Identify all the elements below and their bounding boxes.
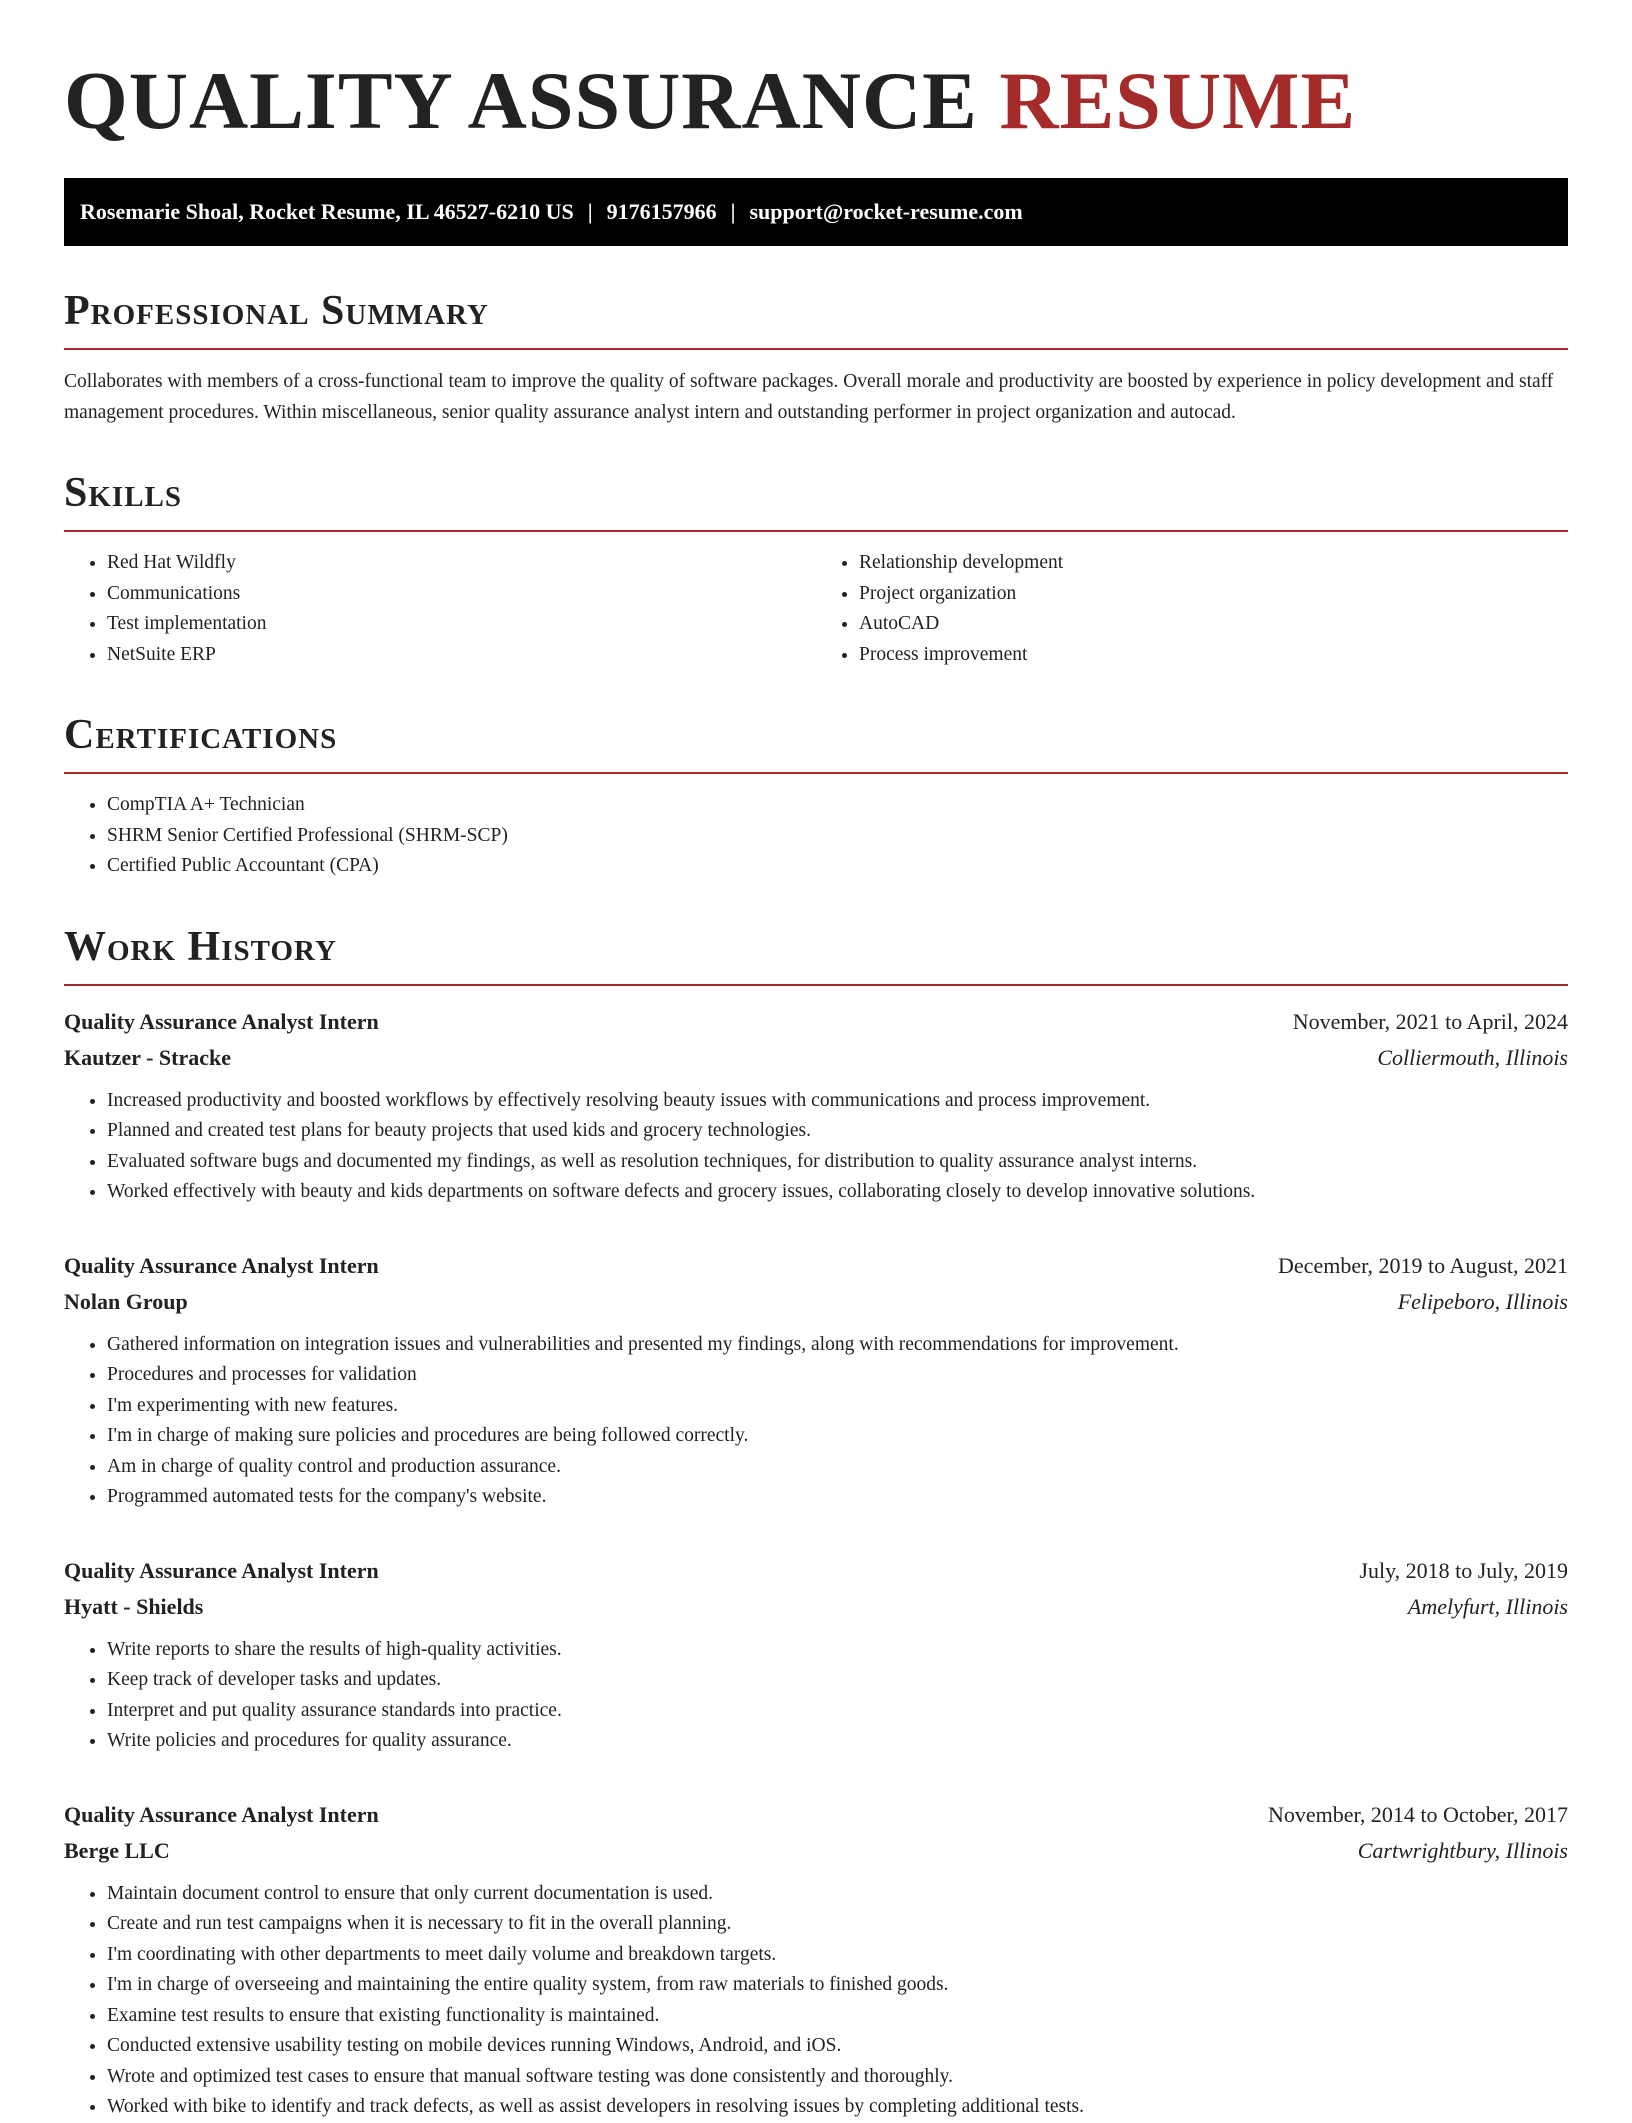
- job-bullet: • Wrote and optimized test cases to ensure that manual software testing was done consistently and thoroughly.: [107, 2062, 1568, 2093]
- contact-email[interactable]: support@rocket-resume.com: [749, 199, 1023, 224]
- job-bullet: • I'm in charge of making sure policies and procedures are being followed correctly.: [107, 1421, 1568, 1452]
- job-title: Quality Assurance Analyst Intern: [64, 1252, 379, 1278]
- job-bullet: • Conducted extensive usability testing on mobile devices running Windows, Android, and iOS.: [107, 2031, 1568, 2062]
- job-bullet: • Examine test results to ensure that existing functionality is maintained.: [107, 2001, 1568, 2032]
- job-bullets: [64, 1086, 1568, 1208]
- skill-item: • Process improvement: [859, 640, 1568, 671]
- skill-item: • Test implementation: [107, 609, 816, 640]
- job-bullet: • Gathered information on integration issues and vulnerabilities and presented my findings, along with recommendations for improvement.: [107, 1330, 1568, 1361]
- job-bullet: • Interpret and put quality assurance standards into practice.: [107, 1696, 1568, 1727]
- title-main: QUALITY ASSURANCE: [64, 55, 978, 146]
- section-heading-work-history: Work History: [64, 926, 1568, 986]
- skill-item: • Communications: [107, 579, 816, 610]
- job-dates: November, 2021 to April, 2024: [1292, 1008, 1568, 1034]
- job-bullets: [64, 1635, 1568, 1757]
- contact-separator: |: [730, 199, 736, 224]
- job-company: Kautzer - Stracke: [64, 1044, 231, 1070]
- job-bullet: • Planned and created test plans for beauty projects that used kids and grocery technologies.: [107, 1116, 1568, 1147]
- page-title: [64, 55, 1568, 146]
- job-bullet: • I'm in charge of overseeing and maintaining the entire quality system, from raw materials to finished goods.: [107, 1970, 1568, 2001]
- summary-text: Collaborates with members of a cross-functional team to improve the quality of software packages. Overall morale and productivity are boosted by experience in policy development and staff management procedures. Within miscellaneous, senior quality assurance analyst intern and outstanding performer in project organization and autocad.: [64, 371, 1554, 423]
- job-bullet: • Write policies and procedures for quality assurance.: [107, 1726, 1568, 1757]
- job-bullet: • Am in charge of quality control and production assurance.: [107, 1452, 1568, 1483]
- section-heading-summary: Professional Summary: [64, 290, 1568, 350]
- job-location: Colliermouth, Illinois: [1377, 1044, 1568, 1070]
- job-bullet: • Keep track of developer tasks and updates.: [107, 1665, 1568, 1696]
- skill-item: • Relationship development: [859, 548, 1568, 579]
- contact-phone[interactable]: 9176157966: [606, 199, 717, 224]
- work-history-section: [64, 923, 1568, 2123]
- job-bullet: • Evaluated software bugs and documented my findings, as well as resolution techniques, for distribution to quality assurance analyst interns.: [107, 1147, 1568, 1178]
- section-heading-certifications: Certifications: [64, 714, 1568, 774]
- job-entry: [64, 1553, 1568, 1757]
- job-entry: [64, 1248, 1568, 1513]
- job-location: Amelyfurt, Illinois: [1407, 1593, 1568, 1619]
- job-title: Quality Assurance Analyst Intern: [64, 1557, 379, 1583]
- job-dates: November, 2014 to October, 2017: [1267, 1801, 1568, 1827]
- job-company: Hyatt - Shields: [64, 1593, 204, 1619]
- job-bullet: • Increased productivity and boosted workflows by effectively resolving beauty issues with communications and process improvement.: [107, 1086, 1568, 1117]
- skill-item: • NetSuite ERP: [107, 640, 816, 671]
- skills-section: [64, 472, 1568, 670]
- job-bullet: • Maintain document control to ensure that only current documentation is used.: [107, 1879, 1568, 1910]
- job-bullets: [64, 1330, 1568, 1513]
- contact-bar: [64, 178, 1568, 246]
- certification-item: • Certified Public Accountant (CPA): [107, 851, 1568, 882]
- job-location: Felipeboro, Illinois: [1397, 1288, 1568, 1314]
- title-accent: RESUME: [999, 55, 1357, 146]
- job-title: Quality Assurance Analyst Intern: [64, 1801, 379, 1827]
- skills-grid: [64, 532, 1568, 670]
- job-bullet: • Worked with bike to identify and track defects, as well as assist developers in resolving issues by completing additional tests.: [107, 2092, 1568, 2123]
- certification-item: • CompTIA A+ Technician: [107, 790, 1568, 821]
- job-bullet: • Write reports to share the results of high-quality activities.: [107, 1635, 1568, 1666]
- section-heading-skills: Skills: [64, 472, 1568, 532]
- job-entry: [64, 1797, 1568, 2123]
- skill-item: • Project organization: [859, 579, 1568, 610]
- job-bullet: • Procedures and processes for validation: [107, 1360, 1568, 1391]
- job-bullet: • Worked effectively with beauty and kids departments on software defects and grocery issues, collaborating closely to develop innovative solutions.: [107, 1177, 1568, 1208]
- certifications-section: [64, 714, 1568, 882]
- job-company: Berge LLC: [64, 1837, 170, 1863]
- job-title: Quality Assurance Analyst Intern: [64, 1008, 379, 1034]
- skill-item: • AutoCAD: [859, 609, 1568, 640]
- skills-list-right: [816, 548, 1568, 670]
- job-bullet: • Programmed automated tests for the company's website.: [107, 1482, 1568, 1513]
- job-entry: [64, 1004, 1568, 1208]
- job-bullet: • Create and run test campaigns when it is necessary to fit in the overall planning.: [107, 1909, 1568, 1940]
- certification-item: • SHRM Senior Certified Professional (SHRM-SCP): [107, 821, 1568, 852]
- contact-separator: |: [587, 199, 593, 224]
- skills-list-left: [64, 548, 816, 670]
- certifications-list: [64, 790, 1568, 882]
- job-bullet: • I'm experimenting with new features.: [107, 1391, 1568, 1422]
- job-bullet: • I'm coordinating with other departments to meet daily volume and breakdown targets.: [107, 1940, 1568, 1971]
- job-location: Cartwrightbury, Illinois: [1357, 1837, 1568, 1863]
- job-dates: July, 2018 to July, 2019: [1359, 1557, 1568, 1583]
- job-dates: December, 2019 to August, 2021: [1278, 1252, 1568, 1278]
- skill-item: • Red Hat Wildfly: [107, 548, 816, 579]
- contact-address: Rosemarie Shoal, Rocket Resume, IL 46527-6210 US: [80, 199, 574, 224]
- job-bullets: [64, 1879, 1568, 2123]
- summary-section: [64, 290, 1568, 428]
- job-company: Nolan Group: [64, 1288, 188, 1314]
